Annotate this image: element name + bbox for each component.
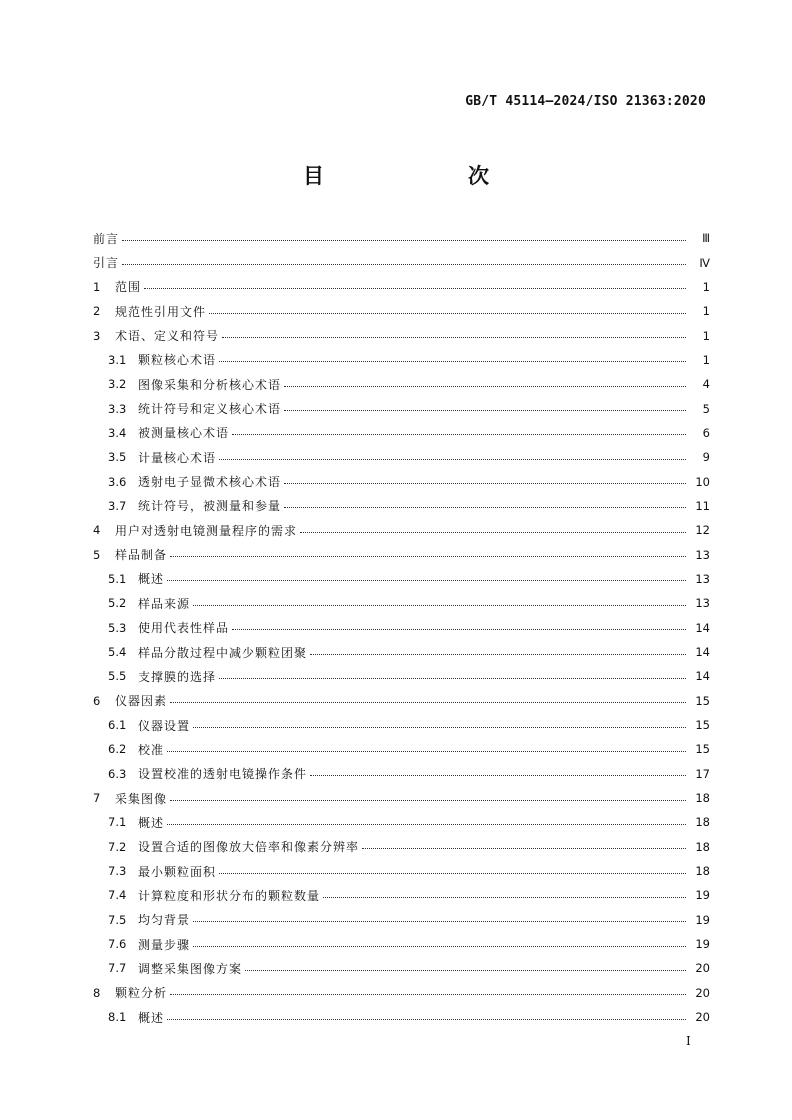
toc-entry-label: 采集图像 [115,791,168,806]
toc-entry-number: 7.6 [108,937,127,952]
toc-dot-leader [122,239,686,241]
toc-entry-page: 1 [702,352,710,367]
toc-entry-page: 5 [702,401,710,416]
toc-entry-page: Ⅲ [702,231,710,246]
toc-entry-number: 7.3 [108,864,127,879]
toc-entry[interactable] [93,786,710,810]
toc-entry[interactable] [93,469,710,493]
toc-entry-page: 14 [695,669,710,684]
toc-entry-page: 13 [695,571,710,586]
toc-entry-page: 18 [695,815,710,830]
toc-entry[interactable] [93,299,710,323]
toc-dot-leader [167,823,686,825]
toc-entry-page: 19 [695,912,710,927]
toc-entry[interactable] [93,348,710,372]
toc-entry-label: 透射电子显微术核心术语 [138,475,282,490]
toc-entry-number: 2 [93,304,101,319]
table-of-contents [93,226,710,1029]
toc-entry-label: 计量核心术语 [138,450,217,465]
toc-dot-leader [219,458,686,460]
toc-entry[interactable] [93,323,710,347]
toc-dot-leader [193,604,686,606]
toc-entry[interactable] [93,689,710,713]
toc-dot-leader [209,312,686,314]
toc-entry-label: 统计符号，被测量和参量 [138,499,282,514]
toc-entry-number: 3.6 [108,474,127,489]
toc-dot-leader [245,969,686,971]
toc-entry[interactable] [93,1005,710,1029]
toc-entry-page: 14 [695,620,710,635]
toc-entry-label: 支撑膜的选择 [138,669,217,684]
toc-dot-leader [170,701,686,703]
toc-entry-label: 概述 [138,815,165,830]
toc-entry-page: 19 [695,888,710,903]
toc-entry-number: 3.3 [108,401,127,416]
toc-entry-number: 5.5 [108,669,127,684]
toc-entry-label: 图像采集和分析核心术语 [138,377,282,392]
toc-entry[interactable] [93,445,710,469]
toc-entry-label: 计算粒度和形状分布的颗粒数量 [138,888,321,903]
toc-entry-label: 仪器因素 [115,694,168,709]
toc-entry-number: 5.4 [108,645,127,660]
toc-entry[interactable] [93,956,710,980]
toc-entry-label: 术语、定义和符号 [115,329,220,344]
toc-entry[interactable] [93,835,710,859]
toc-entry[interactable] [93,421,710,445]
toc-dot-leader [232,628,686,630]
toc-dot-leader [310,653,686,655]
toc-entry[interactable] [93,908,710,932]
toc-entry-number: 8.1 [108,1010,127,1025]
toc-entry[interactable] [93,250,710,274]
toc-entry-number: 5 [93,547,101,562]
toc-entry-page: 9 [702,450,710,465]
toc-entry-label: 使用代表性样品 [138,621,230,636]
toc-entry-label: 范围 [115,280,142,295]
toc-entry-label: 设置合适的图像放大倍率和像素分辨率 [138,840,360,855]
toc-entry-label: 设置校准的透射电镜操作条件 [138,767,308,782]
toc-dot-leader [284,506,686,508]
toc-entry-page: 11 [695,498,710,513]
toc-entry-label: 概述 [138,572,165,587]
page-number: I [686,1034,691,1048]
toc-entry-page: 12 [695,523,710,538]
toc-entry-number: 3.4 [108,425,127,440]
toc-entry-page: 6 [702,425,710,440]
toc-entry[interactable] [93,396,710,420]
toc-dot-leader [144,287,686,289]
toc-entry-number: 6 [93,693,101,708]
toc-entry-page: 18 [695,791,710,806]
toc-entry-page: 18 [695,864,710,879]
toc-dot-leader [310,774,686,776]
toc-entry-number: 7 [93,791,101,806]
toc-dot-leader [167,750,686,752]
toc-dot-leader [232,433,686,435]
toc-dot-leader [167,579,686,581]
toc-entry-number: 6.2 [108,742,127,757]
toc-entry-number: 4 [93,523,101,538]
toc-entry-page: 18 [695,839,710,854]
toc-entry-page: 10 [695,474,710,489]
toc-entry-label: 测量步骤 [138,937,191,952]
standard-number: GB/T 45114—2024/ISO 21363:2020 [465,94,706,109]
toc-entry-number: 6.3 [108,766,127,781]
toc-entry-label: 颗粒核心术语 [138,353,217,368]
toc-entry[interactable] [93,664,710,688]
toc-entry-number: 6.1 [108,718,127,733]
toc-entry-number: 3.1 [108,352,127,367]
toc-entry-number: 1 [93,279,101,294]
page-title: 目 次 [303,164,523,188]
toc-dot-leader [193,945,686,947]
toc-entry[interactable] [93,494,710,518]
toc-entry[interactable] [93,981,710,1005]
toc-entry[interactable] [93,810,710,834]
toc-dot-leader [284,385,686,387]
toc-entry-label: 被测量核心术语 [138,426,230,441]
toc-entry-number: 5.1 [108,571,127,586]
toc-entry[interactable] [93,762,710,786]
toc-entry-label: 引言 [93,256,120,271]
toc-entry[interactable] [93,640,710,664]
toc-entry-label: 规范性引用文件 [115,304,207,319]
toc-entry[interactable] [93,372,710,396]
toc-entry-page: 13 [695,547,710,562]
toc-entry-number: 5.2 [108,596,127,611]
toc-dot-leader [300,531,686,533]
toc-entry-number: 8 [93,985,101,1000]
toc-entry[interactable] [93,737,710,761]
toc-dot-leader [219,677,686,679]
toc-entry-page: 4 [702,377,710,392]
toc-entry-label: 概述 [138,1010,165,1025]
toc-dot-leader [122,263,686,265]
toc-entry-label: 统计符号和定义核心术语 [138,402,282,417]
toc-entry[interactable] [93,883,710,907]
toc-dot-leader [170,555,686,557]
toc-entry[interactable] [93,859,710,883]
toc-entry-page: 1 [702,328,710,343]
toc-dot-leader [362,847,686,849]
toc-entry-page: 19 [695,937,710,952]
toc-dot-leader [167,1018,686,1020]
toc-entry-number: 3.7 [108,498,127,513]
toc-entry[interactable] [93,616,710,640]
toc-entry-number: 7.1 [108,815,127,830]
toc-dot-leader [170,799,686,801]
toc-entry[interactable] [93,518,710,542]
toc-entry-page: Ⅳ [699,255,710,270]
toc-entry[interactable] [93,542,710,566]
toc-entry-number: 7.7 [108,961,127,976]
toc-entry-page: 15 [695,742,710,757]
toc-entry-number: 7.2 [108,839,127,854]
toc-dot-leader [170,993,686,995]
toc-entry-label: 调整采集图像方案 [138,961,243,976]
toc-entry-number: 3 [93,328,101,343]
toc-dot-leader [222,336,686,338]
toc-entry-label: 样品制备 [115,548,168,563]
toc-entry-label: 校准 [138,742,165,757]
toc-entry[interactable] [93,713,710,737]
toc-entry[interactable] [93,567,710,591]
toc-entry-label: 均匀背景 [138,913,191,928]
toc-entry-page: 1 [702,304,710,319]
toc-entry-label: 用户对透射电镜测量程序的需求 [115,523,298,538]
toc-entry-page: 20 [695,961,710,976]
toc-entry-label: 前言 [93,231,120,246]
toc-entry-number: 3.5 [108,450,127,465]
toc-dot-leader [284,482,686,484]
toc-entry-label: 最小颗粒面积 [138,864,217,879]
toc-entry-number: 7.4 [108,888,127,903]
toc-entry-page: 1 [702,279,710,294]
toc-dot-leader [284,409,686,411]
toc-entry-page: 15 [695,693,710,708]
toc-entry[interactable] [93,275,710,299]
toc-dot-leader [193,726,686,728]
toc-dot-leader [323,896,686,898]
toc-entry-number: 5.3 [108,620,127,635]
toc-dot-leader [193,920,686,922]
toc-entry-number: 7.5 [108,912,127,927]
toc-entry-page: 20 [695,985,710,1000]
toc-entry-page: 17 [695,766,710,781]
toc-entry-label: 样品来源 [138,596,191,611]
toc-entry[interactable] [93,226,710,250]
toc-dot-leader [219,360,686,362]
toc-dot-leader [219,872,686,874]
toc-entry-page: 14 [695,645,710,660]
toc-entry[interactable] [93,591,710,615]
toc-entry[interactable] [93,932,710,956]
toc-entry-label: 样品分散过程中减少颗粒团聚 [138,645,308,660]
toc-entry-page: 20 [695,1010,710,1025]
toc-entry-page: 15 [695,718,710,733]
toc-entry-number: 3.2 [108,377,127,392]
toc-entry-page: 13 [695,596,710,611]
toc-entry-label: 颗粒分析 [115,986,168,1001]
toc-entry-label: 仪器设置 [138,718,191,733]
